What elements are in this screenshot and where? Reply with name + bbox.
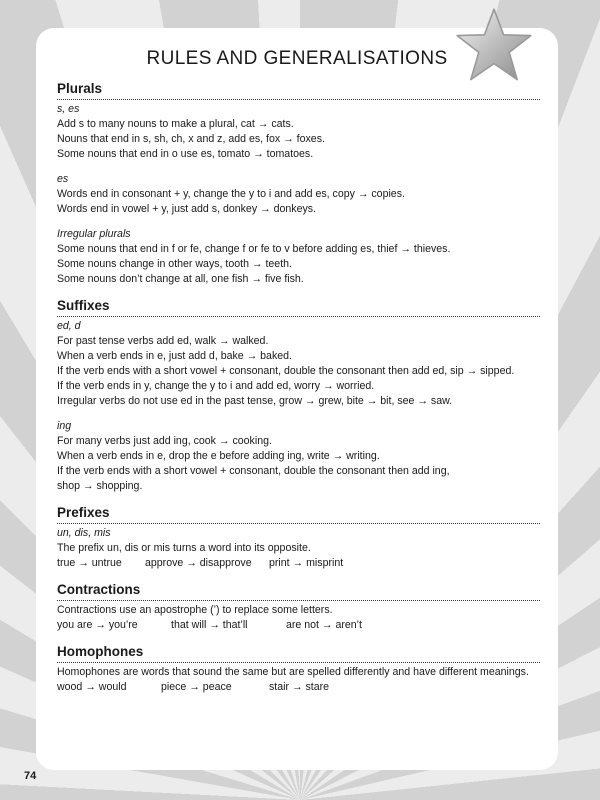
rule-group [57,419,540,494]
rule-line: For past tense verbs add ed, walk → walked. [57,335,269,347]
rule-line: Words end in vowel + y, just add s, donkey → donkeys. [57,203,316,215]
section-prefixes [57,504,540,571]
section-homophones [57,643,540,695]
example-item: approve → disapprove [145,557,252,569]
rule-line: If the verb ends in y, change the y to i and add ed, worry → worried. [57,380,375,392]
rule-subheading: un, dis, mis [57,527,111,539]
section-heading: Contractions [57,581,540,601]
rule-group [57,172,540,217]
section-heading: Prefixes [57,504,540,524]
rule-line: If the verb ends with a short vowel + consonant, double the consonant then add ed, sip → sipped. [57,365,515,377]
rules-content [57,80,540,705]
rule-line: The prefix un, dis or mis turns a word into its opposite. [57,542,311,554]
rule-subheading: Irregular plurals [57,228,131,240]
rule-group [57,526,540,571]
rule-line: If the verb ends with a short vowel + consonant, double the consonant then add ing, [57,465,450,477]
example-row [57,680,540,695]
rule-subheading: es [57,173,69,185]
rule-line: Irregular verbs do not use ed in the past tense, grow → grew, bite → bit, see → saw. [57,395,453,407]
rule-line: When a verb ends in e, drop the e before adding ing, write → writing. [57,450,380,462]
rule-line: Nouns that end in s, sh, ch, x and z, add es, fox → foxes. [57,133,325,145]
example-item: print → misprint [269,557,344,569]
rule-line: Some nouns don’t change at all, one fish → five fish. [57,273,304,285]
rule-line: Some nouns that end in o use es, tomato → tomatoes. [57,148,314,160]
rule-line: shop → shopping. [57,480,143,492]
rule-line: Some nouns that end in f or fe, change f or fe to v before adding es, thief → thieves. [57,243,451,255]
rule-subheading: ed, d [57,320,81,332]
section-contractions [57,581,540,633]
example-row [57,618,540,633]
example-item: that will → that’ll [171,619,248,631]
page-title: RULES AND GENERALISATIONS [146,48,448,69]
rule-line: For many verbs just add ing, cook → cooking. [57,435,272,447]
star-icon [454,6,534,86]
section-heading: Suffixes [57,297,540,317]
rule-subheading: s, es [57,103,80,115]
example-row [57,556,540,571]
section-plurals [57,80,540,287]
rule-group [57,319,540,409]
section-heading: Plurals [57,80,540,100]
rule-line: Contractions use an apostrophe (’) to replace some letters. [57,604,333,616]
rule-line: When a verb ends in e, just add d, bake → baked. [57,350,292,362]
example-item: piece → peace [161,681,232,693]
example-item: stair → stare [269,681,330,693]
example-item: true → untrue [57,557,122,569]
example-item: wood → would [57,681,127,693]
example-item: are not → aren’t [286,619,362,631]
rule-line: Homophones are words that sound the same but are spelled differently and have different meanings. [57,666,529,678]
rule-line: Add s to many nouns to make a plural, cat → cats. [57,118,294,130]
page-number: 74 [24,770,37,782]
rule-group [57,603,540,633]
rule-group [57,102,540,162]
rule-line: Words end in consonant + y, change the y to i and add es, copy → copies. [57,188,405,200]
rule-subheading: ing [57,420,72,432]
section-suffixes [57,297,540,494]
rule-group [57,227,540,287]
example-item: you are → you’re [57,619,138,631]
rule-line: Some nouns change in other ways, tooth → teeth. [57,258,292,270]
section-heading: Homophones [57,643,540,663]
rule-group [57,665,540,695]
